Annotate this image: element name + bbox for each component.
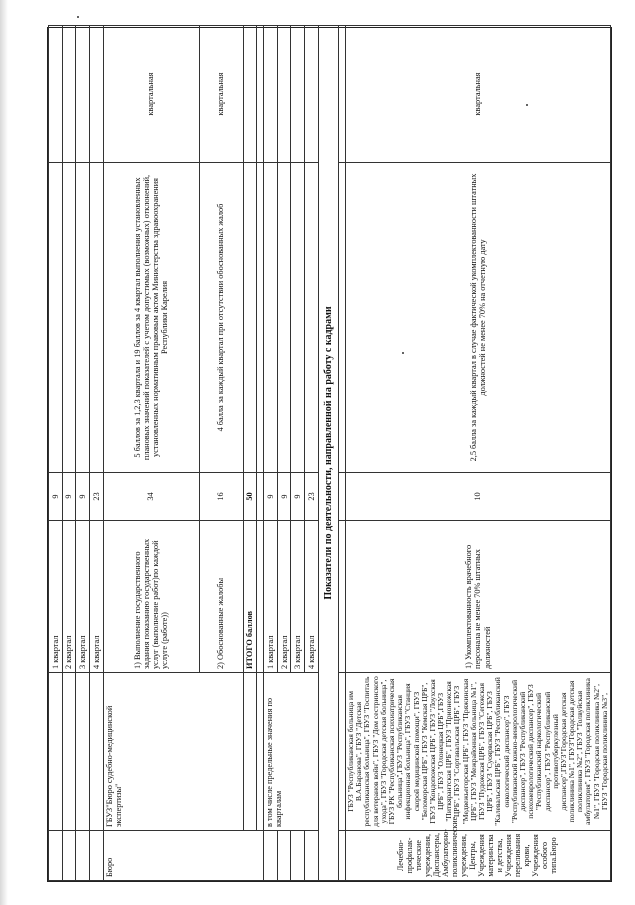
table-row <box>243 26 257 881</box>
indicator-period: квартальная <box>346 26 611 163</box>
institution-name: ГБУЗ"Бюро судебно-медицинской экспертизы" <box>103 673 243 831</box>
quarter-label: 4 квартал <box>305 521 319 673</box>
quarter-label: 2 квартал <box>277 521 291 673</box>
quarter-label: 1 квартал <box>49 521 63 673</box>
table-row <box>62 26 76 881</box>
table-row <box>318 26 338 881</box>
rotated-document-page <box>47 27 612 882</box>
indicators-table <box>48 25 611 881</box>
quarter-label: 3 квартал <box>291 521 305 673</box>
quarter-label: 3 квартал <box>76 521 90 673</box>
bureau-label: Бюро <box>103 831 264 881</box>
table-row <box>76 26 90 881</box>
quarter-value: 9 <box>76 473 90 521</box>
quarter-value: 23 <box>89 473 103 521</box>
indicator-criteria: 4 балла за каждый квартал при отсутствии обоснованных жалоб <box>199 163 243 473</box>
table-row <box>339 26 346 881</box>
indicator-criteria: 5 баллов за 1,2,3 квартала и 19 баллов за 4 квартал выполнения установленных плановых значений показателей с учетом допустимых (возможных) отклонений, установленных нормативным правовым актом Министерства здравоохранения Республики Карелия <box>103 163 199 473</box>
scan-speck <box>77 16 79 18</box>
indicator-points: 16 <box>199 473 243 521</box>
table-row <box>346 26 611 881</box>
total-value: 50 <box>243 473 257 521</box>
per-quarter-label: в том числе предельные значения по кварталам <box>264 673 319 831</box>
table-row <box>264 26 278 881</box>
scan-shadow <box>0 0 8 905</box>
institution-category: Лечебно-профилак-тические учреждения, Диспансеры, Амбулаторно-поликлинические учреждения, Центры, Учреждения материнства и детства, Учреждения переливания крови, Учреждения особого типа.Бюро <box>346 831 611 881</box>
quarter-label: 4 квартал <box>89 521 103 673</box>
table-row <box>49 26 63 881</box>
table-row <box>89 26 103 881</box>
quarter-value: 9 <box>291 473 305 521</box>
indicator-period: квартальная <box>103 26 199 163</box>
indicator-name: 1) Выполнение государственного задания показанию государственных услуг (выполнение работ)по каждой услуге (работе)) <box>103 521 199 673</box>
quarter-value: 9 <box>264 473 278 521</box>
indicator-name: 2) Обоснованные жалобы <box>199 521 243 673</box>
quarter-value: 9 <box>49 473 63 521</box>
indicator-period: квартальная <box>199 26 243 163</box>
indicator-name: 1) Укомплектованность врачебного персонала не менее 70% штатных должностей <box>346 521 611 673</box>
institutions-list: ГБУЗ "Республиканская больница им В.А.Баранова", ГБУЗ "Детская республиканская больница", ГБУЗ "Госпиталь для ветеранов войн", ГБУЗ "Дом сестринского ухода", ГБУЗ "Городская детская больница", ГБУЗ РК "Республиканская психиатрическая больница",ГБУЗ "Республиканская инфекционная больница", ГБУЗ "Станция скорой медицинской помощи", ГБУЗ "Беломорская ЦРБ", ГБУЗ "Кемская ЦРБ", ГБУЗ "Кондопожская ЦРБ", ГБУЗ "Лоухская ЦРБ", ГБУЗ "Олонецкая ЦРБ",ГБУЗ "Питкярантская ЦРБ", ГБУЗ "Прионежская ЦРБ", ГБУЗ "Сортавальская ЦРБ", ГБУЗ "Медвежьегорская ЦРБ", ГБУЗ "Пряжинская ЦРБ", ГБУЗ "Межрайонная больница №1", ГБУЗ "Пудожская ЦРБ", ГБУЗ "Сегежская ЦРБ", ГБУЗ "Суоярвская ЦРБ", ГБУЗ "Калевальская ЦРБ", ГБУЗ "Республиканский онкологический диспансер", ГБУЗ "Республиканский кожно-венерологический диспансер", ГБУЗ "Республиканский психоневрологический диспансер", ГБУЗ "Республиканский наркологический диспансер", ГБУЗ "Республиканский противотуберкулезный диспансер",ГБУЗ"Городская детская поликлиника №1", ГБУЗ"Городская детская поликлиника №2", ГБУЗ "Толвуйская амбулатория", ГБУЗ "Городская поликлиника №1", ГБУЗ "Городская поликлиника №2", ГБУЗ "Городская поликлиника №3", <box>346 673 611 831</box>
total-label: ИТОГО баллов <box>243 521 257 673</box>
section-heading: Показатели по деятельности, направленной на работу с кадрами <box>318 26 338 881</box>
quarter-value: 9 <box>62 473 76 521</box>
table-row <box>103 26 199 881</box>
indicator-points: 10 <box>346 473 611 521</box>
indicator-criteria: 2,5 балла за каждый квартал в случае фактической укомплектованности штатных должностей не менее 70% на отчетную дату <box>346 163 611 473</box>
quarter-value: 23 <box>305 473 319 521</box>
table-row <box>257 26 264 881</box>
quarter-label: 2 квартал <box>62 521 76 673</box>
indicator-points: 34 <box>103 473 199 521</box>
quarter-value: 9 <box>277 473 291 521</box>
quarter-label: 1 квартал <box>264 521 278 673</box>
